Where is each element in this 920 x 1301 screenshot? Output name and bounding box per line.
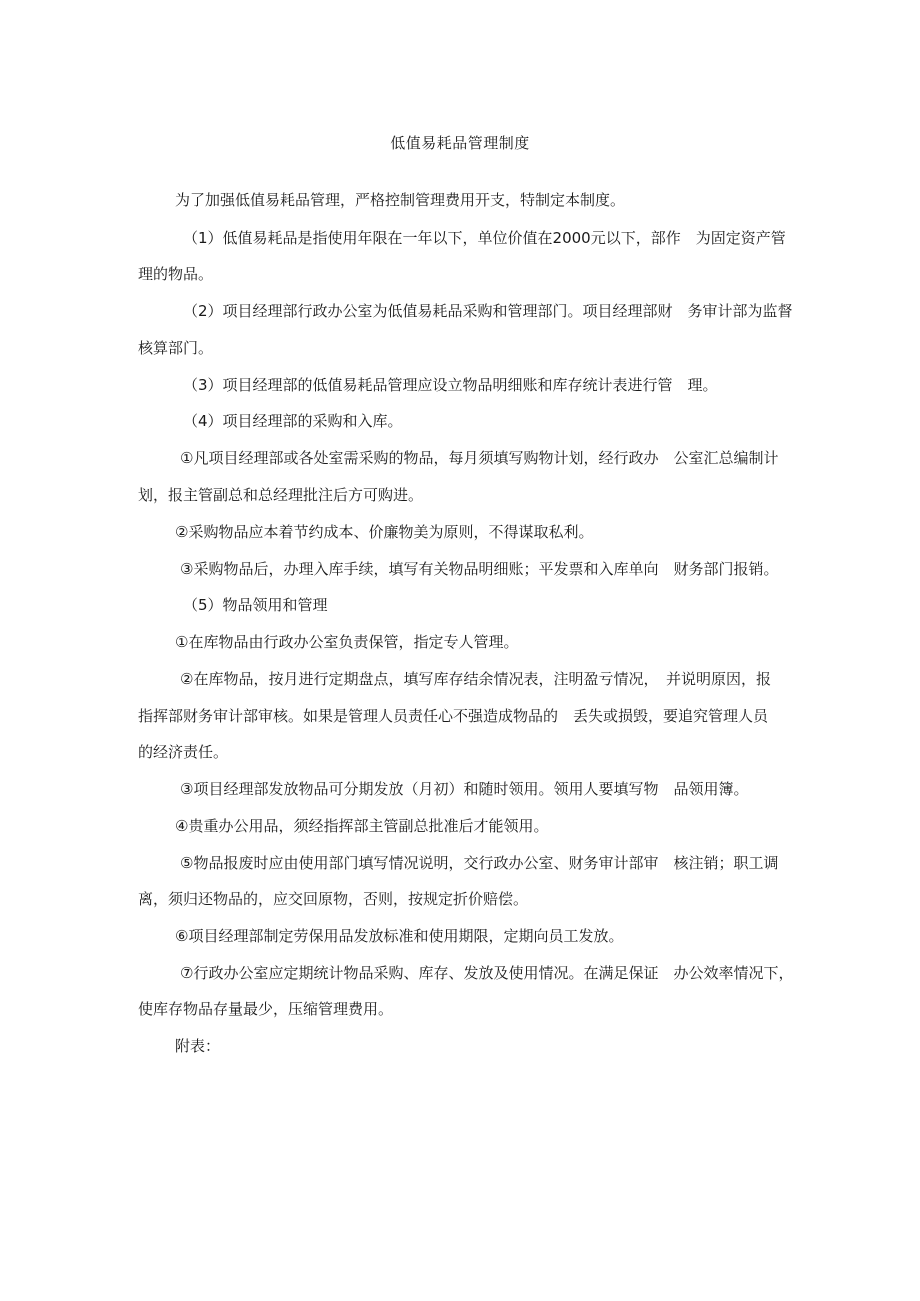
item-5-6-line-1: ⑥项目经理部制定劳保用品发放标准和使用期限，定期向员工发放。	[175, 927, 624, 945]
item-2-line-1: （2）项目经理部行政办公室为低值易耗品采购和管理部门。项目经理部财 务审计部为监督	[183, 302, 793, 320]
intro-paragraph: 为了加强低值易耗品管理，严格控制管理费用开支，特制定本制度。	[175, 191, 626, 209]
document-title: 低值易耗品管理制度	[390, 134, 530, 152]
appendix-label: 附表：	[175, 1037, 221, 1055]
item-5-2-line-3: 的经济责任。	[138, 743, 229, 761]
item-2-line-2: 核算部门。	[138, 339, 214, 357]
item-5-1-line-1: ①在库物品由行政办公室负责保管，指定专人管理。	[175, 633, 519, 651]
item-5-5-line-2: 离，须归还物品的，应交回原物，否则，按规定折价赔偿。	[138, 890, 529, 908]
item-5-3-line-1: ③项目经理部发放物品可分期发放（月初）和随时领用。领用人要填写物 品领用簿。	[180, 780, 749, 798]
item-5-2-line-1: ②在库物品，按月进行定期盘点，填写库存结余情况表，注明盈亏情况， 并说明原因，报	[180, 670, 771, 688]
item-5-line-1: （5）物品领用和管理	[183, 596, 328, 614]
item-1-line-1: （1）低值易耗品是指使用年限在一年以下，单位价值在2000元以下，部作 为固定资产管	[183, 229, 786, 247]
item-4-2-line-1: ②采购物品应本着节约成本、价廉物美为原则，不得谋取私利。	[175, 523, 594, 541]
item-5-7-line-1: ⑦行政办公室应定期统计物品采购、库存、发放及使用情况。在满足保证 办公效率情况下，	[180, 964, 794, 982]
item-5-5-line-1: ⑤物品报废时应由使用部门填写情况说明，交行政办公室、财务审计部审 核注销；职工调	[180, 854, 779, 872]
item-5-7-line-2: 使库存物品存量最少，压缩管理费用。	[138, 1000, 394, 1018]
item-4-line-1: （4）项目经理部的采购和入库。	[183, 412, 403, 430]
item-3-line-1: （3）项目经理部的低值易耗品管理应设立物品明细账和库存统计表进行管 理。	[183, 376, 718, 394]
item-5-4-line-1: ④贵重办公用品，须经指挥部主管副总批准后才能领用。	[175, 817, 549, 835]
item-5-2-line-2: 指挥部财务审计部审核。如果是管理人员责任心不强造成物品的 丢失或损毁，要追究管理人员	[138, 707, 769, 725]
item-4-1-line-2: 划，报主管副总和总经理批注后方可购进。	[138, 486, 424, 504]
item-4-3-line-1: ③采购物品后，办理入库手续，填写有关物品明细账；平发票和入库单向 财务部门报销。	[180, 560, 779, 578]
item-4-1-line-1: ①凡项目经理部或各处室需采购的物品，每月须填写购物计划，经行政办 公室汇总编制计	[180, 449, 779, 467]
item-1-line-2: 理的物品。	[138, 265, 214, 283]
